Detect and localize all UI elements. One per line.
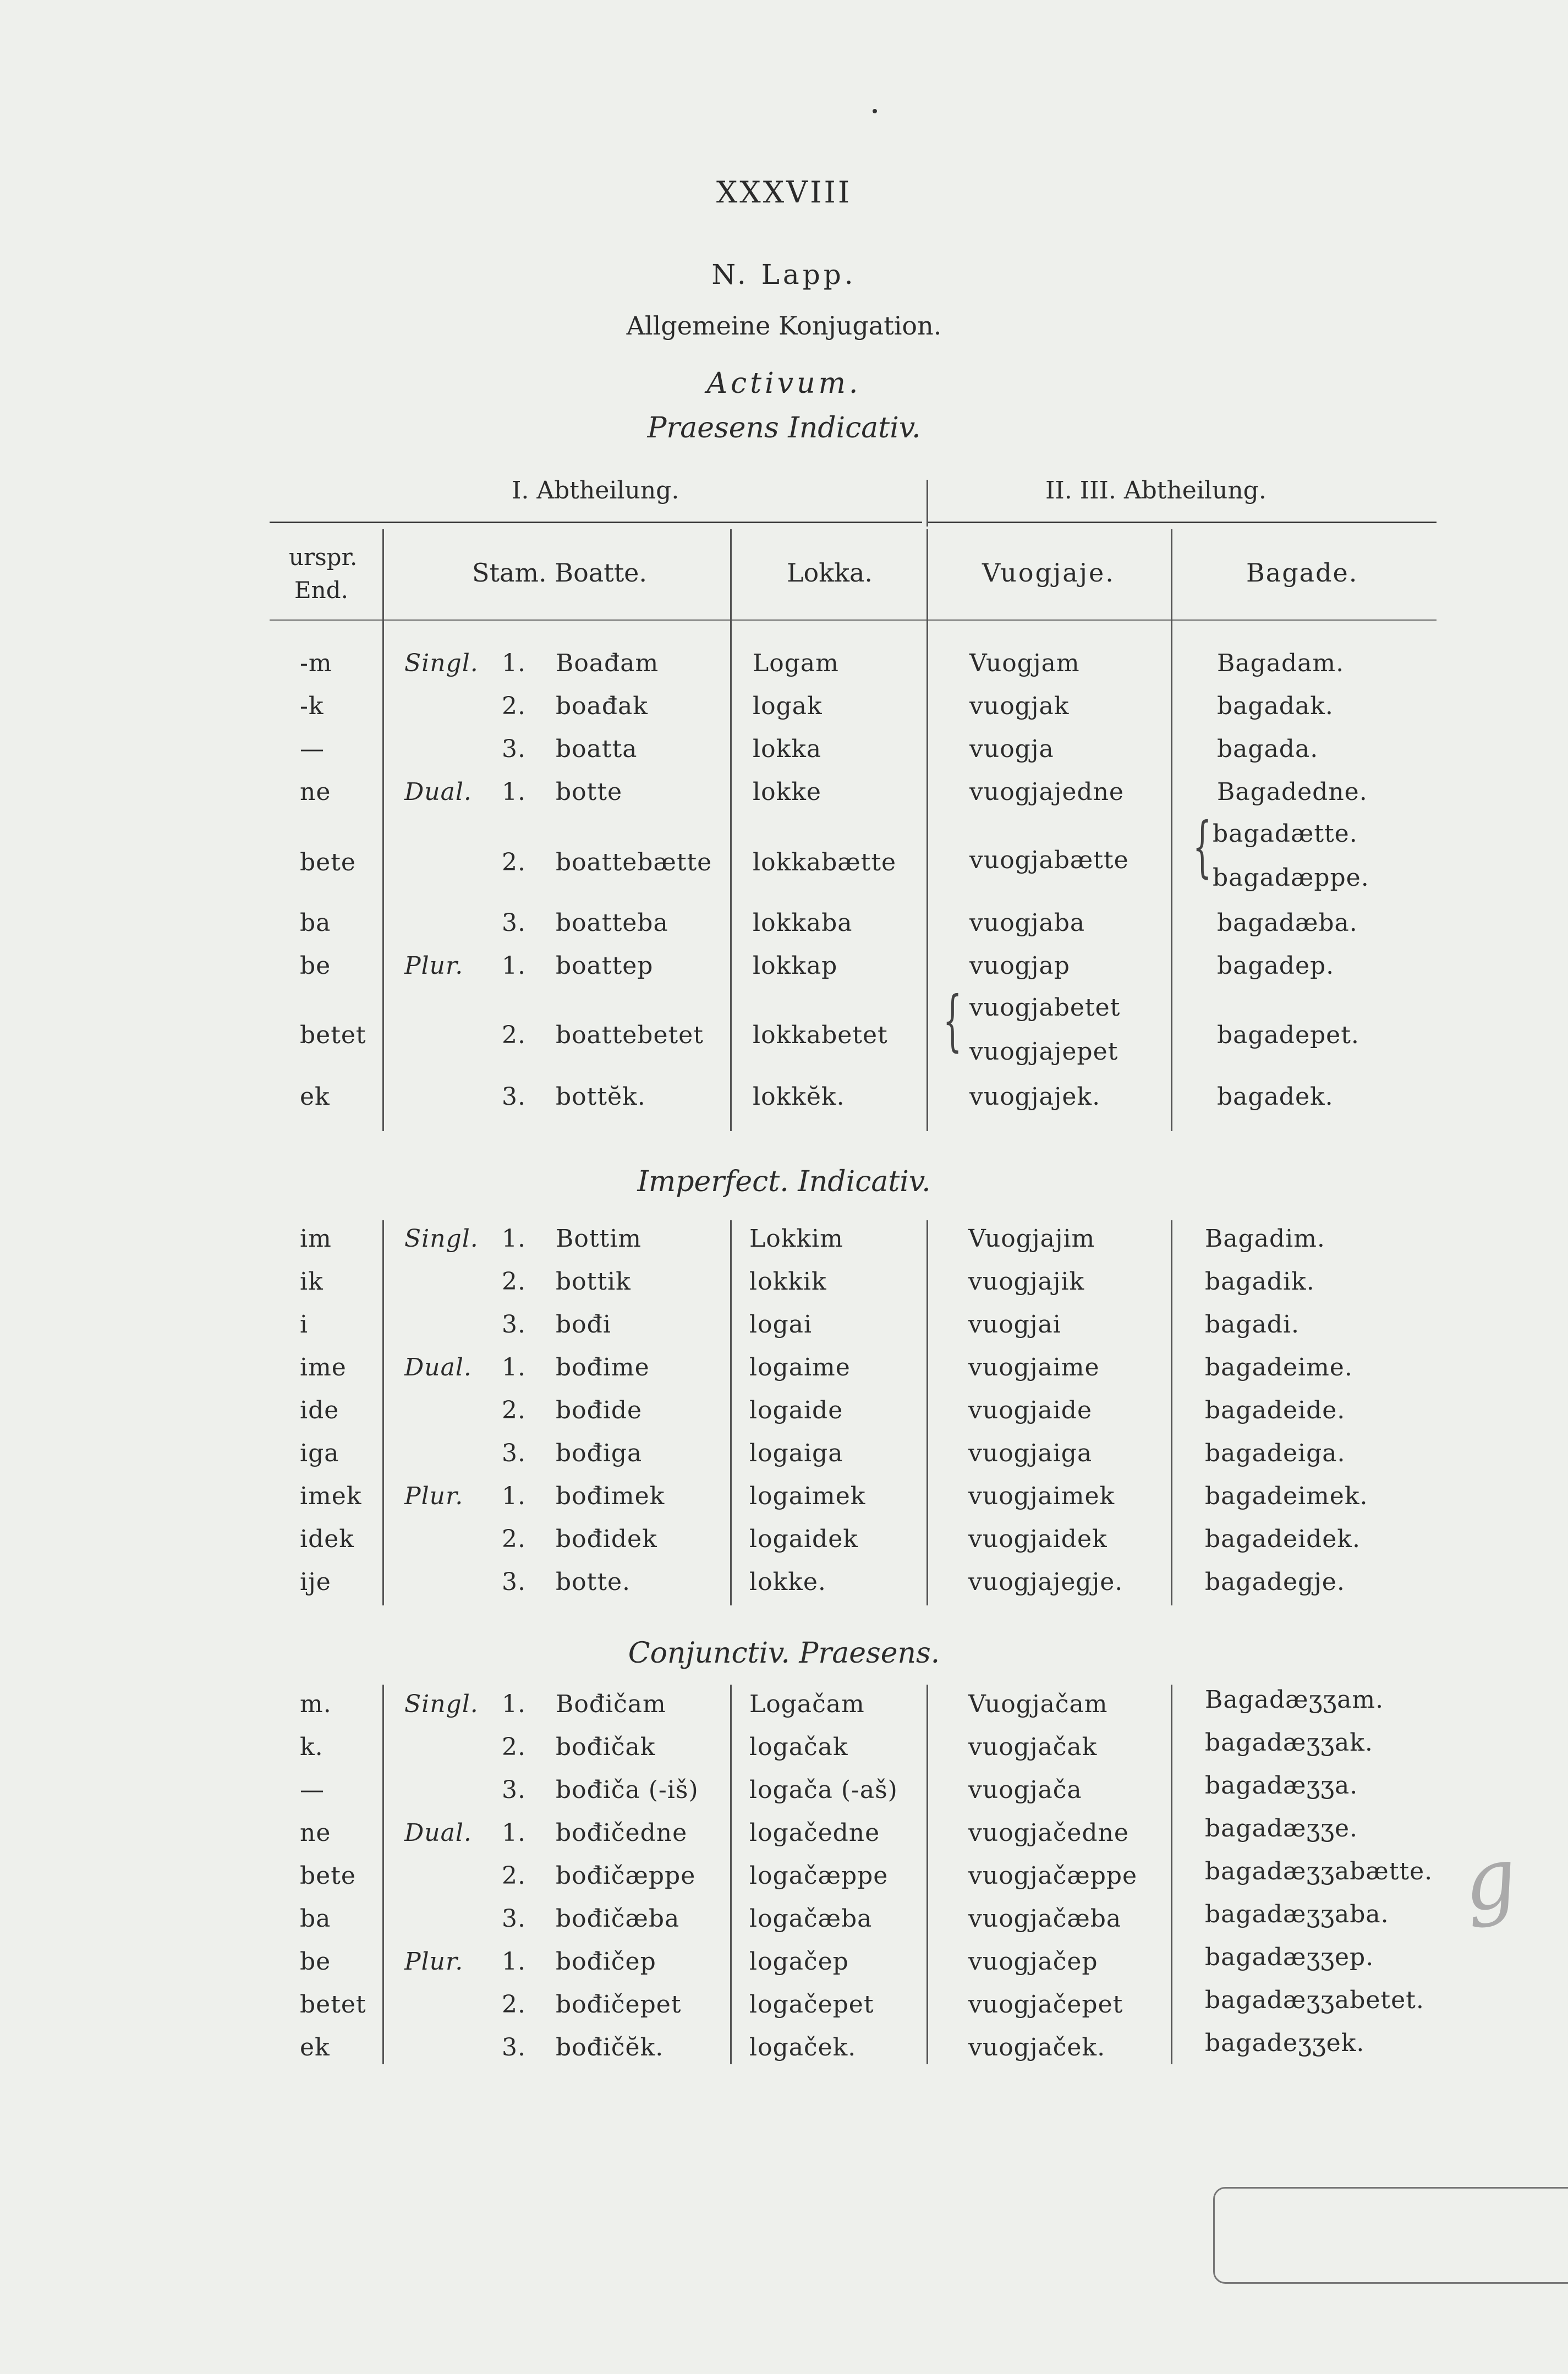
lokka-cell: logačedne: [749, 1819, 880, 1847]
boatte-cell: bođiga: [556, 1439, 643, 1467]
bagade-cell: Bagadam.: [1217, 649, 1345, 677]
bagade-cell: bagadæʒʒep.: [1205, 1943, 1374, 1971]
person-cell: 2.: [502, 1525, 526, 1553]
lokka-cell: logačep: [749, 1948, 849, 1976]
ending-cell: -k: [300, 692, 324, 720]
vuogjaje-cell: vuogjajegje.: [968, 1568, 1123, 1596]
number-cell: Plur.: [404, 1482, 464, 1510]
bagade-cell: bagadæʒʒak.: [1205, 1729, 1373, 1757]
ending-cell: i: [300, 1311, 309, 1339]
boatte-cell: boattebætte: [556, 848, 712, 876]
bagade-cell: bagadeidek.: [1205, 1525, 1361, 1553]
ending-cell: ek: [300, 1083, 330, 1111]
bagade-cell: bagadæʒʒa.: [1205, 1772, 1358, 1800]
col-divider-vuogjaje: [1171, 1685, 1172, 2064]
bagade-cell: bagadeide.: [1205, 1396, 1346, 1424]
bagade-cell: bagadeiga.: [1205, 1439, 1346, 1467]
number-cell: Plur.: [404, 952, 464, 980]
person-cell: 2.: [502, 1862, 526, 1890]
col-divider-stem: [730, 529, 732, 1131]
bagade-cell: bagada.: [1217, 735, 1319, 763]
person-cell: 1.: [502, 1482, 526, 1510]
vuogjaje-cell: vuogjača: [968, 1776, 1082, 1804]
person-cell: 3.: [502, 1776, 526, 1804]
bagade-cell: bagadæʒʒabetet.: [1205, 1986, 1424, 2014]
vuogjaje-cell: vuogjak: [969, 692, 1070, 720]
person-cell: 2.: [502, 848, 526, 876]
ending-cell: idek: [300, 1525, 354, 1553]
lokka-cell: logaimek: [749, 1482, 866, 1510]
group-rule-left: [270, 522, 922, 523]
lokka-cell: logaiga: [749, 1439, 843, 1467]
bagade-cell: Bagadim.: [1205, 1225, 1325, 1253]
bagade-cell: bagadæʒʒaba.: [1205, 1900, 1389, 1928]
bagade-cell: bagadeimek.: [1205, 1482, 1368, 1510]
vuogjaje-cell: Vuogjačam: [968, 1690, 1108, 1718]
lokka-cell: logaidek: [749, 1525, 858, 1553]
lokka-cell: lokka: [753, 735, 822, 763]
lokka-cell: logai: [749, 1311, 813, 1339]
person-cell: 2.: [502, 1021, 526, 1049]
person-cell: 3.: [502, 1083, 526, 1111]
vuogjaje-cell: vuogjaček.: [968, 2033, 1106, 2062]
vuogjaje-cell: vuogjaimek: [968, 1482, 1115, 1510]
ending-cell: be: [300, 1948, 331, 1976]
lokka-cell: logačak: [749, 1733, 848, 1761]
boatte-cell: bođičæppe: [556, 1862, 696, 1890]
section-conjunctiv: Conjunctiv. Praesens.: [628, 1637, 940, 1670]
ending-cell: bete: [300, 848, 356, 876]
person-cell: 3.: [502, 1439, 526, 1467]
vuogjaje-cell-variant-a: vuogjabetet: [969, 994, 1121, 1022]
lokka-cell: logačæba: [749, 1905, 873, 1933]
boatte-cell: Bođičam: [556, 1690, 666, 1718]
boatte-cell: bođide: [556, 1396, 643, 1424]
vuogjaje-cell: Vuogjam: [969, 649, 1080, 677]
section-praesens: Praesens Indicativ.: [647, 412, 921, 445]
person-cell: 2.: [502, 1396, 526, 1424]
boatte-cell: boatta: [556, 735, 638, 763]
vuogjaje-cell: vuogjačedne: [968, 1819, 1129, 1847]
bagade-cell: Bagadedne.: [1217, 778, 1368, 806]
boatte-cell: bottĕk.: [556, 1083, 646, 1111]
person-cell: 3.: [502, 2033, 526, 2062]
ending-cell: k.: [300, 1733, 324, 1761]
person-cell: 2.: [502, 1991, 526, 2019]
bagade-cell: bagadik.: [1205, 1268, 1315, 1296]
lokka-cell: lokkik: [749, 1268, 827, 1296]
lokka-cell: Logačam: [749, 1690, 865, 1718]
ending-cell: m.: [300, 1690, 332, 1718]
person-cell: 3.: [502, 1311, 526, 1339]
person-cell: 2.: [502, 1268, 526, 1296]
boatte-cell: bođidek: [556, 1525, 657, 1553]
brace-icon: {: [943, 983, 962, 1059]
boatte-cell: bođičæba: [556, 1905, 680, 1933]
col-divider-lokka: [926, 1220, 928, 1605]
vuogjaje-cell: vuogjajik: [968, 1268, 1085, 1296]
vuogjaje-cell: vuogjaidek: [968, 1525, 1108, 1553]
ending-cell: ime: [300, 1353, 347, 1381]
ending-cell: ne: [300, 778, 331, 806]
col-divider-ending: [382, 1685, 384, 2064]
lokka-cell: logak: [753, 692, 823, 720]
vuogjaje-cell: vuogjap: [969, 952, 1070, 980]
group-rule-right: [928, 522, 1437, 523]
ending-cell: -m: [300, 649, 332, 677]
person-cell: 3.: [502, 1905, 526, 1933]
person-cell: 1.: [502, 1690, 526, 1718]
ending-cell: ba: [300, 909, 331, 937]
margin-pencil-mark: g: [1457, 1829, 1523, 1931]
person-cell: 1.: [502, 1819, 526, 1847]
lokka-cell: lokkap: [753, 952, 838, 980]
vuogjaje-cell-variant-b: vuogjajepet: [969, 1038, 1119, 1066]
boatte-cell: bođičepet: [556, 1991, 682, 2019]
ending-cell: betet: [300, 1021, 366, 1049]
ending-cell: ik: [300, 1268, 324, 1296]
lokka-cell: lokke: [753, 778, 821, 806]
col-divider-vuogjaje: [1171, 1220, 1172, 1605]
vuogjaje-cell: vuogjačep: [968, 1948, 1098, 1976]
vuogjaje-cell: vuogjačæppe: [968, 1862, 1138, 1890]
lokka-cell: lokke.: [749, 1568, 826, 1596]
ending-cell: be: [300, 952, 331, 980]
vuogjaje-cell: vuogjai: [968, 1311, 1061, 1339]
vuogjaje-cell: vuogjabætte: [969, 846, 1129, 874]
number-cell: Singl.: [404, 1225, 479, 1253]
boatte-cell: boattep: [556, 952, 654, 980]
bagade-cell: bagadegje.: [1205, 1568, 1345, 1596]
section-imperfect: Imperfect. Indicativ.: [637, 1165, 931, 1198]
ending-cell: bete: [300, 1862, 356, 1890]
person-cell: 1.: [502, 778, 526, 806]
column-header-vuogjaje: Vuogjaje.: [982, 558, 1115, 588]
person-cell: 1.: [502, 1948, 526, 1976]
bagade-cell: bagadak.: [1217, 692, 1334, 720]
vuogjaje-cell: Vuogjajim: [968, 1225, 1095, 1253]
vuogjaje-cell: vuogjajedne: [969, 778, 1124, 806]
boatte-cell: bottik: [556, 1268, 631, 1296]
column-header-ending-1: urspr.: [289, 544, 358, 571]
boatte-cell: bođičedne: [556, 1819, 688, 1847]
header-rule: [270, 619, 1437, 621]
lokka-cell: logaime: [749, 1353, 851, 1381]
group-header-second: II. III. Abtheilung.: [1045, 476, 1267, 505]
lokka-cell: logačepet: [749, 1991, 874, 2019]
ending-cell: im: [300, 1225, 332, 1253]
lokka-cell: Logam: [753, 649, 839, 677]
bagade-cell: bagadæʒʒabætte.: [1205, 1857, 1433, 1885]
boatte-cell: bođičak: [556, 1733, 656, 1761]
column-header-ending-2: End.: [294, 577, 348, 604]
bagade-cell: Bagadæʒʒam.: [1205, 1686, 1384, 1714]
person-cell: 1.: [502, 952, 526, 980]
brace-icon: {: [1193, 809, 1212, 885]
lokka-cell: lokkĕk.: [753, 1083, 845, 1111]
boatte-cell: bođičĕk.: [556, 2033, 664, 2062]
boatte-cell: Boađam: [556, 649, 659, 677]
boatte-cell: bođi: [556, 1311, 611, 1339]
vuogjaje-cell: vuogjaide: [968, 1396, 1093, 1424]
col-divider-stem: [730, 1685, 732, 2064]
col-divider-vuogjaje: [1171, 529, 1172, 1131]
group-header-first: I. Abtheilung.: [512, 476, 679, 505]
library-label-box: [1213, 2187, 1568, 2284]
ending-cell: ije: [300, 1568, 331, 1596]
ending-cell: ide: [300, 1396, 339, 1424]
number-cell: Dual.: [404, 778, 472, 806]
boatte-cell: bođimek: [556, 1482, 665, 1510]
vuogjaje-cell: vuogjačak: [968, 1733, 1098, 1761]
vuogjaje-cell: vuogjaba: [969, 909, 1085, 937]
ending-cell: ba: [300, 1905, 331, 1933]
person-cell: 1.: [502, 1353, 526, 1381]
bagade-cell-variant-b: bagadæppe.: [1213, 864, 1369, 892]
boatte-cell: boatteba: [556, 909, 668, 937]
person-cell: 1.: [502, 649, 526, 677]
boatte-cell: Bottim: [556, 1225, 642, 1253]
number-cell: Dual.: [404, 1819, 472, 1847]
person-cell: 2.: [502, 1733, 526, 1761]
bagade-cell: bagadi.: [1205, 1311, 1300, 1339]
conjugation-subtitle: Allgemeine Konjugation.: [626, 311, 942, 341]
boatte-cell: botte.: [556, 1568, 631, 1596]
print-speck: [873, 109, 877, 113]
vuogjaje-cell: vuogja: [969, 735, 1054, 763]
ending-cell: ne: [300, 1819, 331, 1847]
boatte-cell: bođiča (-iš): [556, 1776, 699, 1804]
boatte-cell: bođime: [556, 1353, 650, 1381]
bagade-cell-variant-a: bagadætte.: [1213, 820, 1358, 848]
person-cell: 1.: [502, 1225, 526, 1253]
number-cell: Plur.: [404, 1948, 464, 1976]
number-cell: Singl.: [404, 649, 479, 677]
lokka-cell: logača (-aš): [749, 1776, 898, 1804]
bagade-cell: bagadep.: [1217, 952, 1335, 980]
bagade-cell: bagadæba.: [1217, 909, 1358, 937]
column-header-bagade: Bagade.: [1246, 558, 1358, 588]
column-header-stem: Stam. Boatte.: [472, 558, 648, 588]
person-cell: 2.: [502, 692, 526, 720]
lokka-cell: logaček.: [749, 2033, 857, 2062]
boatte-cell: botte: [556, 778, 623, 806]
lokka-cell: lokkabætte: [753, 848, 897, 876]
ending-cell: —: [300, 735, 325, 763]
boatte-cell: bođičep: [556, 1948, 656, 1976]
boatte-cell: boađak: [556, 692, 648, 720]
group-divider: [926, 480, 928, 527]
person-cell: 3.: [502, 735, 526, 763]
lokka-cell: logačæppe: [749, 1862, 889, 1890]
dialect-heading: N. Lapp.: [711, 259, 857, 290]
vuogjaje-cell: vuogjaiga: [968, 1439, 1093, 1467]
col-divider-ending: [382, 1220, 384, 1605]
col-divider-lokka: [926, 1685, 928, 2064]
vuogjaje-cell: vuogjačæba: [968, 1905, 1122, 1933]
col-divider-ending: [382, 529, 384, 1131]
lokka-cell: lokkaba: [753, 909, 853, 937]
bagade-cell: bagadeime.: [1205, 1353, 1353, 1381]
ending-cell: iga: [300, 1439, 339, 1467]
bagade-cell: bagadepet.: [1217, 1021, 1359, 1049]
vuogjaje-cell: vuogjačepet: [968, 1991, 1123, 2019]
col-divider-lokka: [926, 529, 928, 1131]
ending-cell: ek: [300, 2033, 330, 2062]
bagade-cell: bagadæʒʒe.: [1205, 1814, 1358, 1843]
voice-heading: Activum.: [706, 367, 862, 400]
col-divider-stem: [730, 1220, 732, 1605]
vuogjaje-cell: vuogjajek.: [969, 1083, 1101, 1111]
page-number: XXXVIII: [716, 175, 852, 210]
lokka-cell: lokkabetet: [753, 1021, 888, 1049]
number-cell: Singl.: [404, 1690, 479, 1718]
number-cell: Dual.: [404, 1353, 472, 1381]
bagade-cell: bagadeʒʒek.: [1205, 2029, 1365, 2057]
lokka-cell: Lokkim: [749, 1225, 843, 1253]
person-cell: 3.: [502, 1568, 526, 1596]
ending-cell: —: [300, 1776, 325, 1804]
column-header-lokka: Lokka.: [787, 558, 873, 588]
vuogjaje-cell: vuogjaime: [968, 1353, 1100, 1381]
bagade-cell: bagadek.: [1217, 1083, 1334, 1111]
boatte-cell: boattebetet: [556, 1021, 704, 1049]
ending-cell: betet: [300, 1991, 366, 2019]
person-cell: 3.: [502, 909, 526, 937]
ending-cell: imek: [300, 1482, 362, 1510]
lokka-cell: logaide: [749, 1396, 843, 1424]
